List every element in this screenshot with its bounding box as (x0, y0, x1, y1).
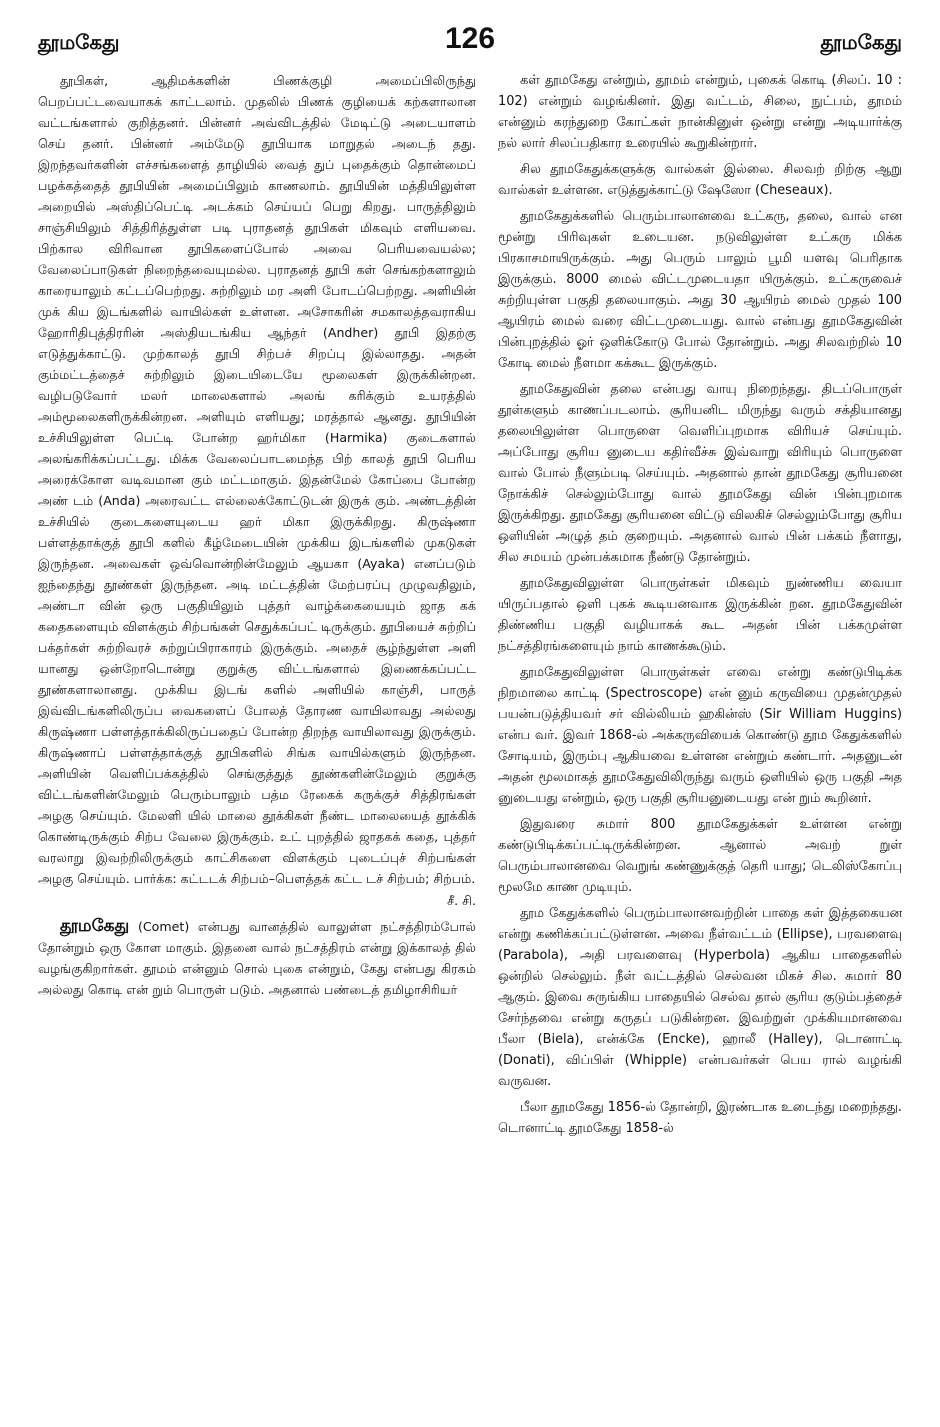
comet-paragraph-1: கள் தூமகேது என்றும், தூமம் என்றும், புகைக் கொடி (சிலப். 10 : 102) என்றும் வழங்கினர். இது வட்டம், சிலை, நுட்பம், தூமம் என்னும் கரந்துறை கோட்கள் நான்கினுள் ஒன்று என்று அடியார்க்கு நல் லார் சிலப்பதிகார உரையில் கூறுகின்றார். (498, 73, 902, 151)
comet-paragraph-5: தூமகேதுவிலுள்ள பொருள்கள் மிகவும் நுண்ணிய வையா யிருப்பதால் ஒளி புகக் கூடியனவாக இருக்கின் றன. தூமகேதுவின் திண்ணிய பகுதி வழியாகக் கூட அதன் பின் பக்கமுள்ள நட்சத்திரங்களையும் நாம் காணக்கூடும். (498, 576, 902, 654)
comet-entry-text: (Comet) என்பது வானத்தில் வாலுள்ள நட்சத்திரம்போல் தோன்றும் ஒரு கோள மாகும். இதனை வால் நட்சத்திரம் என்று இக்காலத் தில் வழங்குகிறார்கள். தூமம் என்னும் சொல் புகை என்றும், கேது என்பது கிரகம் அல்லது கொடி என் றும் பொருள் படும். அதனால் பண்டைத் தமிழாசிரியர் (38, 919, 476, 997)
comet-paragraph-8: தூம கேதுக்களில் பெரும்பாலானவற்றின் பாதை கள் இத்தகையன என்று கணிக்கப்பட்டுள்ளன. அவை நீள்வட்டம் (Ellipse), பரவளைவு (Parabola), அதி பரவளைவு (Hyperbola) ஆகிய பாதைகளில் ஒன்றில் செல்லும். நீள் வட்டத்தில் செல்வன மிகச் சில. சுமார் 80 ஆகும். இவை சுருங்கிய பாதையில் செல்வ தால் சூரிய குடும்பத்தைச் சேர்ந்தவை என்று கருதப் படுகின்றன. இவற்றுள் முக்கியமானவை பீலா (Biela), என்க்கே (Encke), ஹாலீ (Halley), டொனாட்டி (Donati), விப்பிள் (Whipple) என்பவர்கள் பெய ரால் வழங்கி வருவன. (498, 906, 902, 1089)
entry-title: தூமகேது (60, 916, 130, 936)
comet-paragraph-6: தூமகேதுவிலுள்ள பொருள்கள் எவை என்று கண்டுபிடிக்க நிறமாலை காட்டி (Spectroscope) என் னும் கருவியை முதன்முதல் பயன்படுத்தியவர் சர் வில்லியம் ஹகின்ஸ் (Sir William Huggins) என்ப வர். இவர் 1868-ல் அக்கருவியைக் கொண்டு தூம கேதுக்களில் சோடியம், இரும்பு ஆகியவை உள்ளன என்றும் கண்டார். அதனுடன் அதன் மூலமாகத் தூமகேதுவிலிருந்து வரும் ஒளியில் ஒரு பகுதி அத னுடையது என்றும், ஒரு பகுதி சூரியனுடையது என் றும் கூறினர். (498, 665, 902, 806)
comet-paragraph-9: பீலா தூமகேது 1856-ல் தோன்றி, இரண்டாக உடைந்து மறைந்தது. டொனாட்டி தூமகேது 1858-ல் (498, 1100, 903, 1136)
comet-paragraph-4: தூமகேதுவின் தலை என்பது வாயு நிறைந்தது. திடப்பொருள் தூள்களும் காணப்படலாம். சூரியனிட மிருந்து வரும் சக்தியானது தலையிலுள்ள பொருளை வெளிப்புறமாக விரியச் செய்யும். அப்போது சூரிய னுடைய கதிர்வீச்சு இவ்வாறு விரியும் பொருளை வால் போல் நீளும்படி செய்யும். அதனால் தான் தூமகேது சூரியனை நோக்கிச் செல்லும்போது வால் தூமகேது வின் பின்புறமாக இருக்கிறது. தூமகேது சூரியனை விட்டு விலகிச் செல்லும்போது சூரிய ஒளியின் அழுத் தம் குறையும். அதனால் வால் பின் பக்கம் நீளாது, சில சமயம் முன்பக்கமாக நீண்டு தோன்றும். (498, 382, 902, 565)
running-head-left: தூமகேது (38, 30, 120, 54)
page-header (38, 22, 902, 62)
left-column (38, 70, 476, 1005)
comet-paragraph-7: இதுவரை சுமார் 800 தூமகேதுக்கள் உள்ளன என்று கண்டுபிடிக்கப்பட்டிருக்கின்றன. ஆனால் அவற் றுள் பெரும்பாலானவை வெறுங் கண்ணுக்குத் தெரி யாது; டெலிஸ்கோப்பு மூலமே காண முடியும். (498, 817, 902, 895)
running-head-right: தூமகேது (820, 30, 902, 54)
stupa-article-paragraph: தூபிகள், ஆதிமக்களின் பிணக்குழி அமைப்பிலிருந்து பெறப்பட்டவையாகக் காட்டலாம். முதலில் பிணக் குழியைக் கற்களாலான வட்டங்களால் குறித்தனர். பின்னர் அவ்விடத்தில் மேடிட்டு அடையாளம் செய் தனர். பின்னர் அம்மேடு தூபியாக மாறுதல் அடைந் தது. இறந்தவர்களின் எச்சங்களைத் தாழியில் வைத் துப் புதைக்கும் தொன்மைப் பழக்கத்தைத் தூபியின் அமைப்பிலும் காணலாம். தூபியின் மத்தியிலுள்ள அறையில் அஸ்திப்பெட்டி அடக்கம் செய்யப் பெறு கிறது. பாருத்திலும் சாஞ்சியிலும் சித்திரித்துள்ள படி புராதனத் தூபிகள் மிகவும் எளியவை. பிற்கால விரிவான தூபிகளைப்போல் அவை பெரியவையல்ல; வேலைப்பாடுகள் நிறைந்தவையுமல்ல. புராதனத் தூபி கள் செங்கற்களாலும் காரையாலும் கட்டப்பெற்றது. சுற்றிலும் மர அளி போடப்பெற்றது. அளியின் முக் கிய இடங்களில் வாயில்கள் உள்ளன. அசோகரின் சமகாலத்தவராகிய ஹோரிதிபுத்திரரின் அஸ்தியடங்கிய ஆந்தர் (Andher) தூபி இதற்கு எடுத்துக்காட்டு. முற்காலத் தூபி சிற்பச் சிறப்பு இல்லாதது. அதன் கும்மட்டத்தைச் சுற்றிலும் இடையிடையே மூலைகள் இருக்கின்றன. வழிபடுவோர் மலர் மாலைகளால் அலங் கரிக்கும் உயரத்தில் அம்மூலைகளிருக்கின்றன. அளியும் எளியது; மரத்தால் ஆனது. தூபியின் உச்சியிலுள்ள பெட்டி போன்ற ஹர்மிகா (Harmika) குடைகளால் அலங்கரிக்கப்பட்டது. மிக்க வேலைப்பாடமைந்த பிற் காலத் தூபி பெரிய அரைக்கோள வடிவமான கும் மட்டமாகும். இதன்மேல் கோப்பை போன்ற அண் டம் (Anda) அரைவட்ட எல்லைக்கோட்டுடன் இருக் கும். அண்டத்தின் உச்சியில் குடைகளையுடைய ஹர் மிகா இருக்கிறது. கிருஷ்ணா பள்ளத்தாக்குத் தூபி களில் கீழ்மேடையின் முக்கிய இடங்களில் முகடுகள் இருந்தன. அவைகள் ஒவ்வொன்றின்மேலும் ஆயகா (Ayaka) எனப்படும் ஐந்தைந்து தூண்கள் இருந்தன. அடி மட்டத்தின் மேற்பரப்பு முழுவதிலும், அண்டா வின் ஒரு பகுதியிலும் புத்தர் வாழ்க்கையையும் ஜாத கக் கதைகளையும் விளக்கும் சிற்பங்கள் செதுக்கப்பட் டிருக்கும். தூபியைச் சுற்றிப் பக்தர்கள் சுற்றிவரச் சுற்றுப்பிராகாரம் இருக்கும். அதைச் சூழ்ந்துள்ள அளி யானது ஒன்றோடொன்று குறுக்கு விட்டங்களால் இணைக்கப்பட்ட தூண்களாலானது. முக்கிய இடங் களில் அளியில் காஞ்சி, பாருத் இவ்விடங்களிலிருப்ப வைகளைப் போலத் தோரண வாயிலாவது அல்லது கிருஷ்ணா பள்ளத்தாக்கிலிருப்பதைப் போன்ற திறந்த வாயிலாவது இருக்கும். கிருஷ்ணாப் பள்ளத்தாக்குத் தூபிகளில் சிங்க வாயில்களும் இருந்தன. அளியின் வெளிப்பக்கத்தில் செங்குத்துத் தூண்களின்மேலும் குறுக்கு விட்டங்களின்மேலும் பெரும்பாலும் பத்ம ரேகைக் கருக்குச் சித்திரங்கள் அழகு செய்யும். மேலளி யில் மாலை தூக்கிகள் நீண்ட மாலையைத் தூக்கிக் கொண்டிருக்கும் சிற்ப வேலை இருக்கும். உட் புறத்தில் ஜாதகக் கதை, புத்தர் வரலாறு இவற்றிலிருக்கும் காட்சிகளை விளக்கும் புடைப்புச் சிற்பங்கள் அழகு செய்யும். பார்க்க: கட்டடக் சிற்பம்–பௌத்தக் கட்ட டச் சிற்பம்; சிற்பம். (38, 73, 476, 886)
comet-paragraph-2: சில தூமகேதுக்களுக்கு வால்கள் இல்லை. சிலவற் றிற்கு ஆறு வால்கள் உள்ளன. எடுத்துக்காட்டு ஷேஸோ (Cheseaux). (498, 162, 902, 198)
author-signature: சீ. சி. (447, 893, 476, 908)
comet-entry-paragraph (38, 916, 476, 1000)
right-column (498, 70, 902, 1144)
page-number: 126 (444, 22, 496, 55)
comet-paragraph-3: தூமகேதுக்களில் பெரும்பாலானவை உட்கரு, தலை, வால் என மூன்று பிரிவுகள் உடையன. நடுவிலுள்ள உட்கரு மிக்க பிரகாசமாயிருக்கும். அது பெரும் பாலும் பூமி யளவு பெரிதாக இருக்கும். 8000 மைல் விட்டமுடையதா யிருக்கும். உட்கருவைச் சுற்றியுள்ள பகுதி தலையாகும். அது 30 ஆயிரம் மைல் முதல் 100 ஆயிரம் மைல் வரை விட்டமுடையது. வால் என்பது தூமகேதுவின் பின்புறத்தில் ஓர் ஒளிக்கோடு போல் தோன்றும். அது சிலவற்றில் 10 கோடி மைல் நீளமா கக்கூட இருக்கும். (498, 209, 902, 371)
